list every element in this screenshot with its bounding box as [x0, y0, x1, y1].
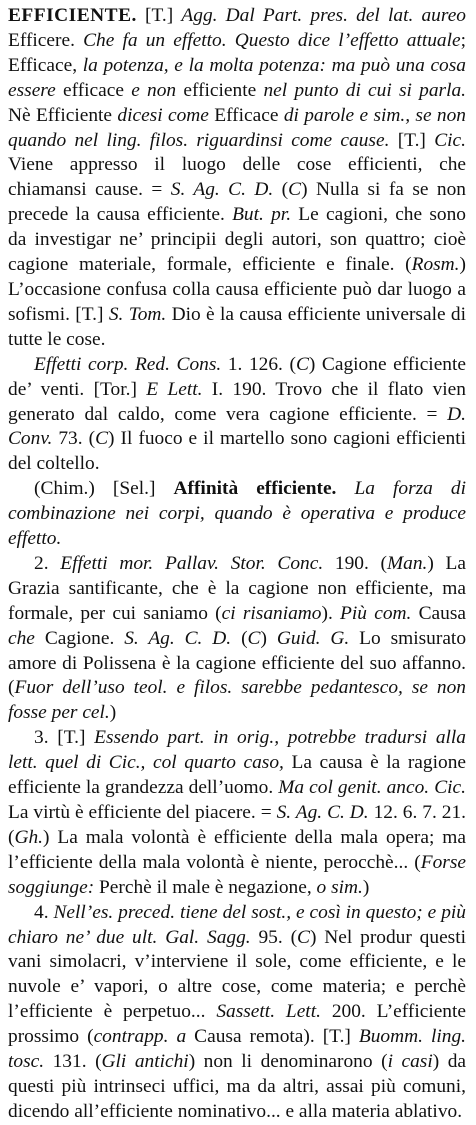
text-run: 1. 126. ( [221, 353, 296, 375]
text-run: ) L’occasione confusa colla causa efficiente può dar luogo a sofismi. [T.] [8, 254, 466, 325]
italic-run: Gli antichi [101, 1051, 189, 1073]
text-run: 200. L’efficiente prossimo ( [8, 1001, 466, 1048]
text-run: ) Nel produr questi vani simolacri, v’interviene il sole, come efficiente, e le nuvole e’ vapori, o altre cose, come materia; e perchè l’efficiente è perpetuo... [8, 926, 466, 1023]
italic-run: Man. [387, 552, 428, 574]
text-run: (Chim.) [Sel.] [34, 478, 174, 500]
text-run: ) La mala volontà è efficiente della mala opera; ma l’efficiente della mala volontà è niente, perocchè... ( [8, 826, 466, 873]
text-run: [T.] [389, 129, 435, 151]
italic-run: Agg. Dal Part. pres. del lat. aureo [181, 5, 466, 26]
italic-run: Gh. [14, 826, 44, 848]
text-run: 4. [34, 901, 54, 923]
italic-run: dicesi come [117, 104, 209, 126]
text-run: ( [273, 179, 289, 201]
entry-sense-chemistry [8, 477, 466, 552]
text-run: 73. ( [52, 428, 96, 450]
text-run: Le cagioni, che sono da investigar ne’ principii degli autori, son quattro; cioè cagione materiale, formale, efficiente e finale. ( [8, 204, 466, 276]
text-run: efficace [55, 79, 132, 101]
text-run: Lo smisurato amore di Polissena è la cagione efficiente del suo affanno. ( [8, 627, 467, 699]
italic-run: Guid. G. [276, 627, 350, 649]
text-run: Viene appresso il luogo delle cose efficienti, che chiamansi cause. = [8, 154, 466, 201]
text-run: 190. ( [323, 552, 387, 574]
entry-sense-3 [8, 726, 466, 900]
italic-run: nel punto di cui si parla. [263, 79, 467, 101]
text-run: [T.] [136, 5, 182, 26]
text-run: I. 190. Trovo che il flato vien generato dal caldo, come vera cagione efficiente. = [8, 378, 466, 425]
italic-run: che [8, 627, 35, 649]
italic-run: Effetti mor. Pallav. Stor. Conc. [60, 552, 324, 574]
italic-run: Ma col genit. anco. Cic. [278, 777, 466, 799]
text-run: ). [321, 602, 341, 624]
italic-run: o sim. [316, 876, 363, 898]
italic-run: Forse soggiunge: [8, 851, 466, 898]
text-run: efficiente [176, 79, 264, 101]
text-run: Dio è la causa efficiente universale di tutte le cose. [8, 303, 467, 350]
entry-sense-4 [8, 901, 466, 1125]
text-run: Perchè il male è negazione, [94, 876, 317, 898]
italic-run: But. pr. [232, 204, 292, 226]
text-run: 12. 6. 7. 21. ( [8, 802, 467, 848]
text-run: Cagione. [34, 627, 125, 649]
text-run: ) [362, 876, 370, 898]
text-run: La virtù è efficiente del piacere. = [8, 802, 277, 823]
italic-run: Cic. [434, 129, 466, 151]
text-run: ; Efficace, [8, 29, 466, 76]
text-run: Efficere. [8, 29, 84, 51]
entry-sense-2 [8, 552, 466, 726]
italic-run: Più com. [340, 602, 412, 624]
italic-run: la potenza, e la molta potenza: ma può una cosa essere [8, 54, 466, 101]
italic-run: Nell’es. preced. tiene del sost., e così in questo; e più chiaro ne’ due ult. Gal. Sagg. [8, 901, 466, 948]
italic-run: S. Tom. [108, 303, 167, 325]
text-run: ) La Grazia santificante, che è la cagione non efficiente, ma formale, per cui saniamo ( [8, 552, 467, 624]
text-run: Causa remota). [T.] [186, 1026, 359, 1048]
italic-run: La forza di combinazione nei corpi, quando è operativa e produce effetto. [8, 478, 466, 550]
text-run: ) da questi più intrinseci uffici, ma da altri, assai più comuni, dicendo all’efficiente nominativo... e alla materia ablativo. [8, 1051, 466, 1122]
italic-run: C [297, 926, 310, 948]
bold-run: Affinità efficiente. [173, 478, 337, 500]
paragraph-text [8, 478, 466, 549]
text-run: ) Nulla si fa se non precede la causa efficiente. [8, 179, 466, 226]
paragraph-text [8, 902, 466, 1122]
italic-run: contrapp. a [93, 1026, 187, 1048]
text-run: ) [260, 627, 277, 649]
text-run: 2. [34, 552, 61, 574]
text-run: ) non li denominarono ( [188, 1051, 388, 1073]
italic-run: Fuor dell’uso teol. e filos. sarebbe pedantesco, se non fosse per cel. [8, 677, 466, 724]
text-run: Efficace [208, 104, 284, 126]
paragraph-text [8, 727, 466, 897]
italic-run: i casi [387, 1051, 433, 1073]
text-run: ) Cagione efficiente de’ venti. [Tor.] [8, 353, 466, 400]
italic-run: E Lett. [146, 378, 203, 400]
text-run: Nè Efficiente [8, 104, 118, 126]
italic-run: S. Ag. C. D. [170, 179, 274, 201]
text-run: 3. [T.] [34, 727, 95, 749]
text-run: ) Il fuoco e il martello sono cagioni efficienti del coltello. [8, 428, 466, 475]
italic-run: ci risaniamo [221, 602, 322, 624]
text-run: 95. ( [250, 926, 298, 948]
italic-run: di parole e sim., se non quando nel ling. filos. riguardinsi come cause. [8, 104, 467, 151]
italic-run: S. Ag. C. D. [276, 802, 369, 823]
italic-run: D. Conv. [8, 403, 466, 450]
italic-run: Essendo part. in orig., potrebbe tradursi alla lett. quel di Cic., col quarto caso, [8, 727, 466, 774]
italic-run: Buomm. ling. tosc. [8, 1026, 466, 1073]
entry-headword: EFFICIENTE. [8, 5, 137, 26]
italic-run: e non [131, 79, 177, 101]
text-run: Causa [411, 602, 466, 624]
italic-run: C [247, 627, 261, 649]
italic-run: Che fa un effetto. Questo dice l’effetto attuale [83, 29, 461, 51]
paragraph-text [8, 354, 466, 475]
paragraph-text [8, 553, 466, 723]
text-run: ) [109, 702, 117, 724]
italic-run: C [288, 179, 302, 201]
italic-run: C [95, 428, 109, 450]
italic-run: Effetti corp. Red. Cons. [34, 353, 222, 375]
text-run: 131. ( [44, 1051, 102, 1073]
italic-run: C [295, 353, 309, 375]
text-run: ( [231, 627, 248, 649]
paragraph-text [8, 5, 466, 350]
entry-main-definition [8, 4, 466, 353]
italic-run: S. Ag. C. D. [124, 627, 232, 649]
text-run: La causa è la ragione efficiente la grandezza dell’uomo. [8, 752, 466, 799]
italic-run: Rosm. [411, 254, 460, 276]
entry-sense-physical-effects [8, 353, 466, 478]
italic-run: Sassett. Lett. [216, 1001, 321, 1023]
